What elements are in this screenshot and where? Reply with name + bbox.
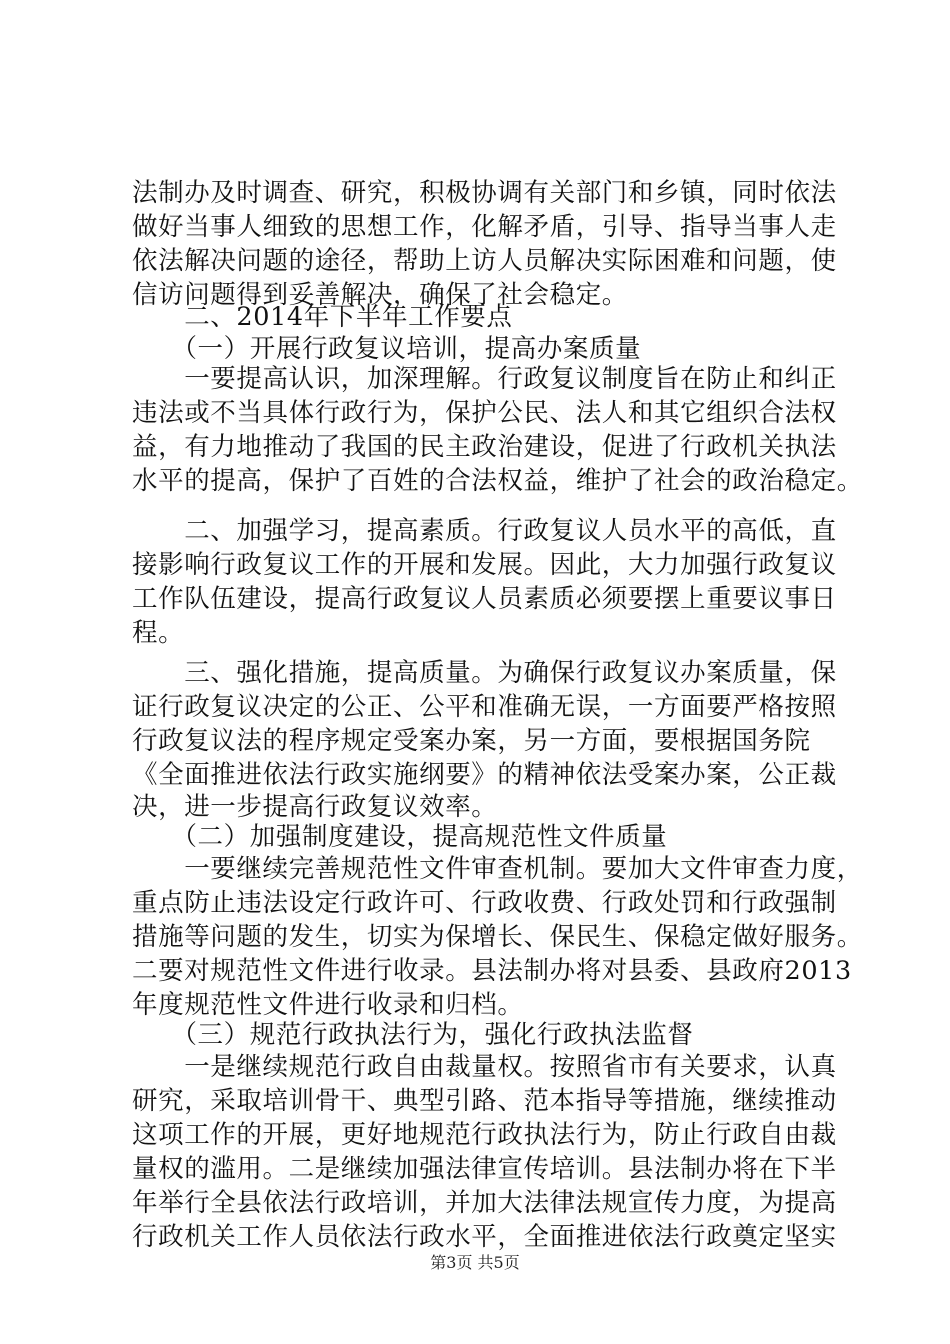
text-line: 一要提高认识，加深理解。行政复议制度旨在防止和纠正 <box>132 364 837 394</box>
text-line: 这项工作的开展，更好地规范行政执法行为，防止行政自由裁 <box>132 1120 837 1150</box>
text-line: 二、加强学习，提高素质。行政复议人员水平的高低，直 <box>132 516 837 546</box>
text-line: 工作队伍建设，提高行政复议人员素质必须要摆上重要议事日 <box>132 584 837 614</box>
text-line: 益，有力地推动了我国的民主政治建设，促进了行政机关执法 <box>132 432 837 462</box>
text-line: 决，进一步提高行政复议效率。 <box>132 792 498 822</box>
text-line: 年举行全县依法行政培训，并加大法律法规宣传力度，为提高 <box>132 1188 837 1218</box>
text-line: 《全面推进依法行政实施纲要》的精神依法受案办案，公正裁 <box>132 760 837 790</box>
text-line: 一是继续规范行政自由裁量权。按照省市有关要求，认真 <box>132 1052 837 1082</box>
text-line: 研究，采取培训骨干、典型引路、范本指导等措施，继续推动 <box>132 1086 837 1116</box>
section-heading: 二、2014年下半年工作要点 <box>132 302 513 332</box>
subsection-heading: （二）加强制度建设，提高规范性文件质量 <box>132 822 668 852</box>
text-line: 三、强化措施，提高质量。为确保行政复议办案质量，保 <box>132 658 837 688</box>
text-line: 证行政复议决定的公正、公平和准确无误，一方面要严格按照 <box>132 692 837 722</box>
text-line: 年度规范性文件进行收录和归档。 <box>132 990 524 1020</box>
text-line: 二要对规范性文件进行收录。县法制办将对县委、县政府2013 <box>132 956 852 986</box>
page-number-footer: 第3页 共5页 <box>430 1253 520 1272</box>
text-line: 程。 <box>132 618 185 648</box>
text-line: 法制办及时调查、研究，积极协调有关部门和乡镇，同时依法 <box>132 178 837 208</box>
subsection-heading: （三）规范行政执法行为，强化行政执法监督 <box>132 1020 694 1050</box>
text-line: 一要继续完善规范性文件审查机制。要加大文件审查力度， <box>132 854 863 884</box>
text-line: 做好当事人细致的思想工作，化解矛盾，引导、指导当事人走 <box>132 212 837 242</box>
subsection-heading: （一）开展行政复议培训，提高办案质量 <box>132 334 642 364</box>
text-line: 量权的滥用。二是继续加强法律宣传培训。县法制办将在下半 <box>132 1154 837 1184</box>
text-line: 接影响行政复议工作的开展和发展。因此，大力加强行政复议 <box>132 550 837 580</box>
text-line: 依法解决问题的途径，帮助上访人员解决实际困难和问题，使 <box>132 246 837 276</box>
text-line: 措施等问题的发生，切实为保增长、保民生、保稳定做好服务。 <box>132 922 863 952</box>
text-line: 行政复议法的程序规定受案办案，另一方面，要根据国务院 <box>132 726 811 756</box>
text-line: 行政机关工作人员依法行政水平，全面推进依法行政奠定坚实 <box>132 1222 837 1252</box>
text-line: 信访问题得到妥善解决，确保了社会稳定。 <box>132 280 628 310</box>
text-line: 违法或不当具体行政行为，保护公民、法人和其它组织合法权 <box>132 398 837 428</box>
text-line: 水平的提高，保护了百姓的合法权益，维护了社会的政治稳定。 <box>132 466 863 496</box>
text-line: 重点防止违法设定行政许可、行政收费、行政处罚和行政强制 <box>132 888 837 918</box>
